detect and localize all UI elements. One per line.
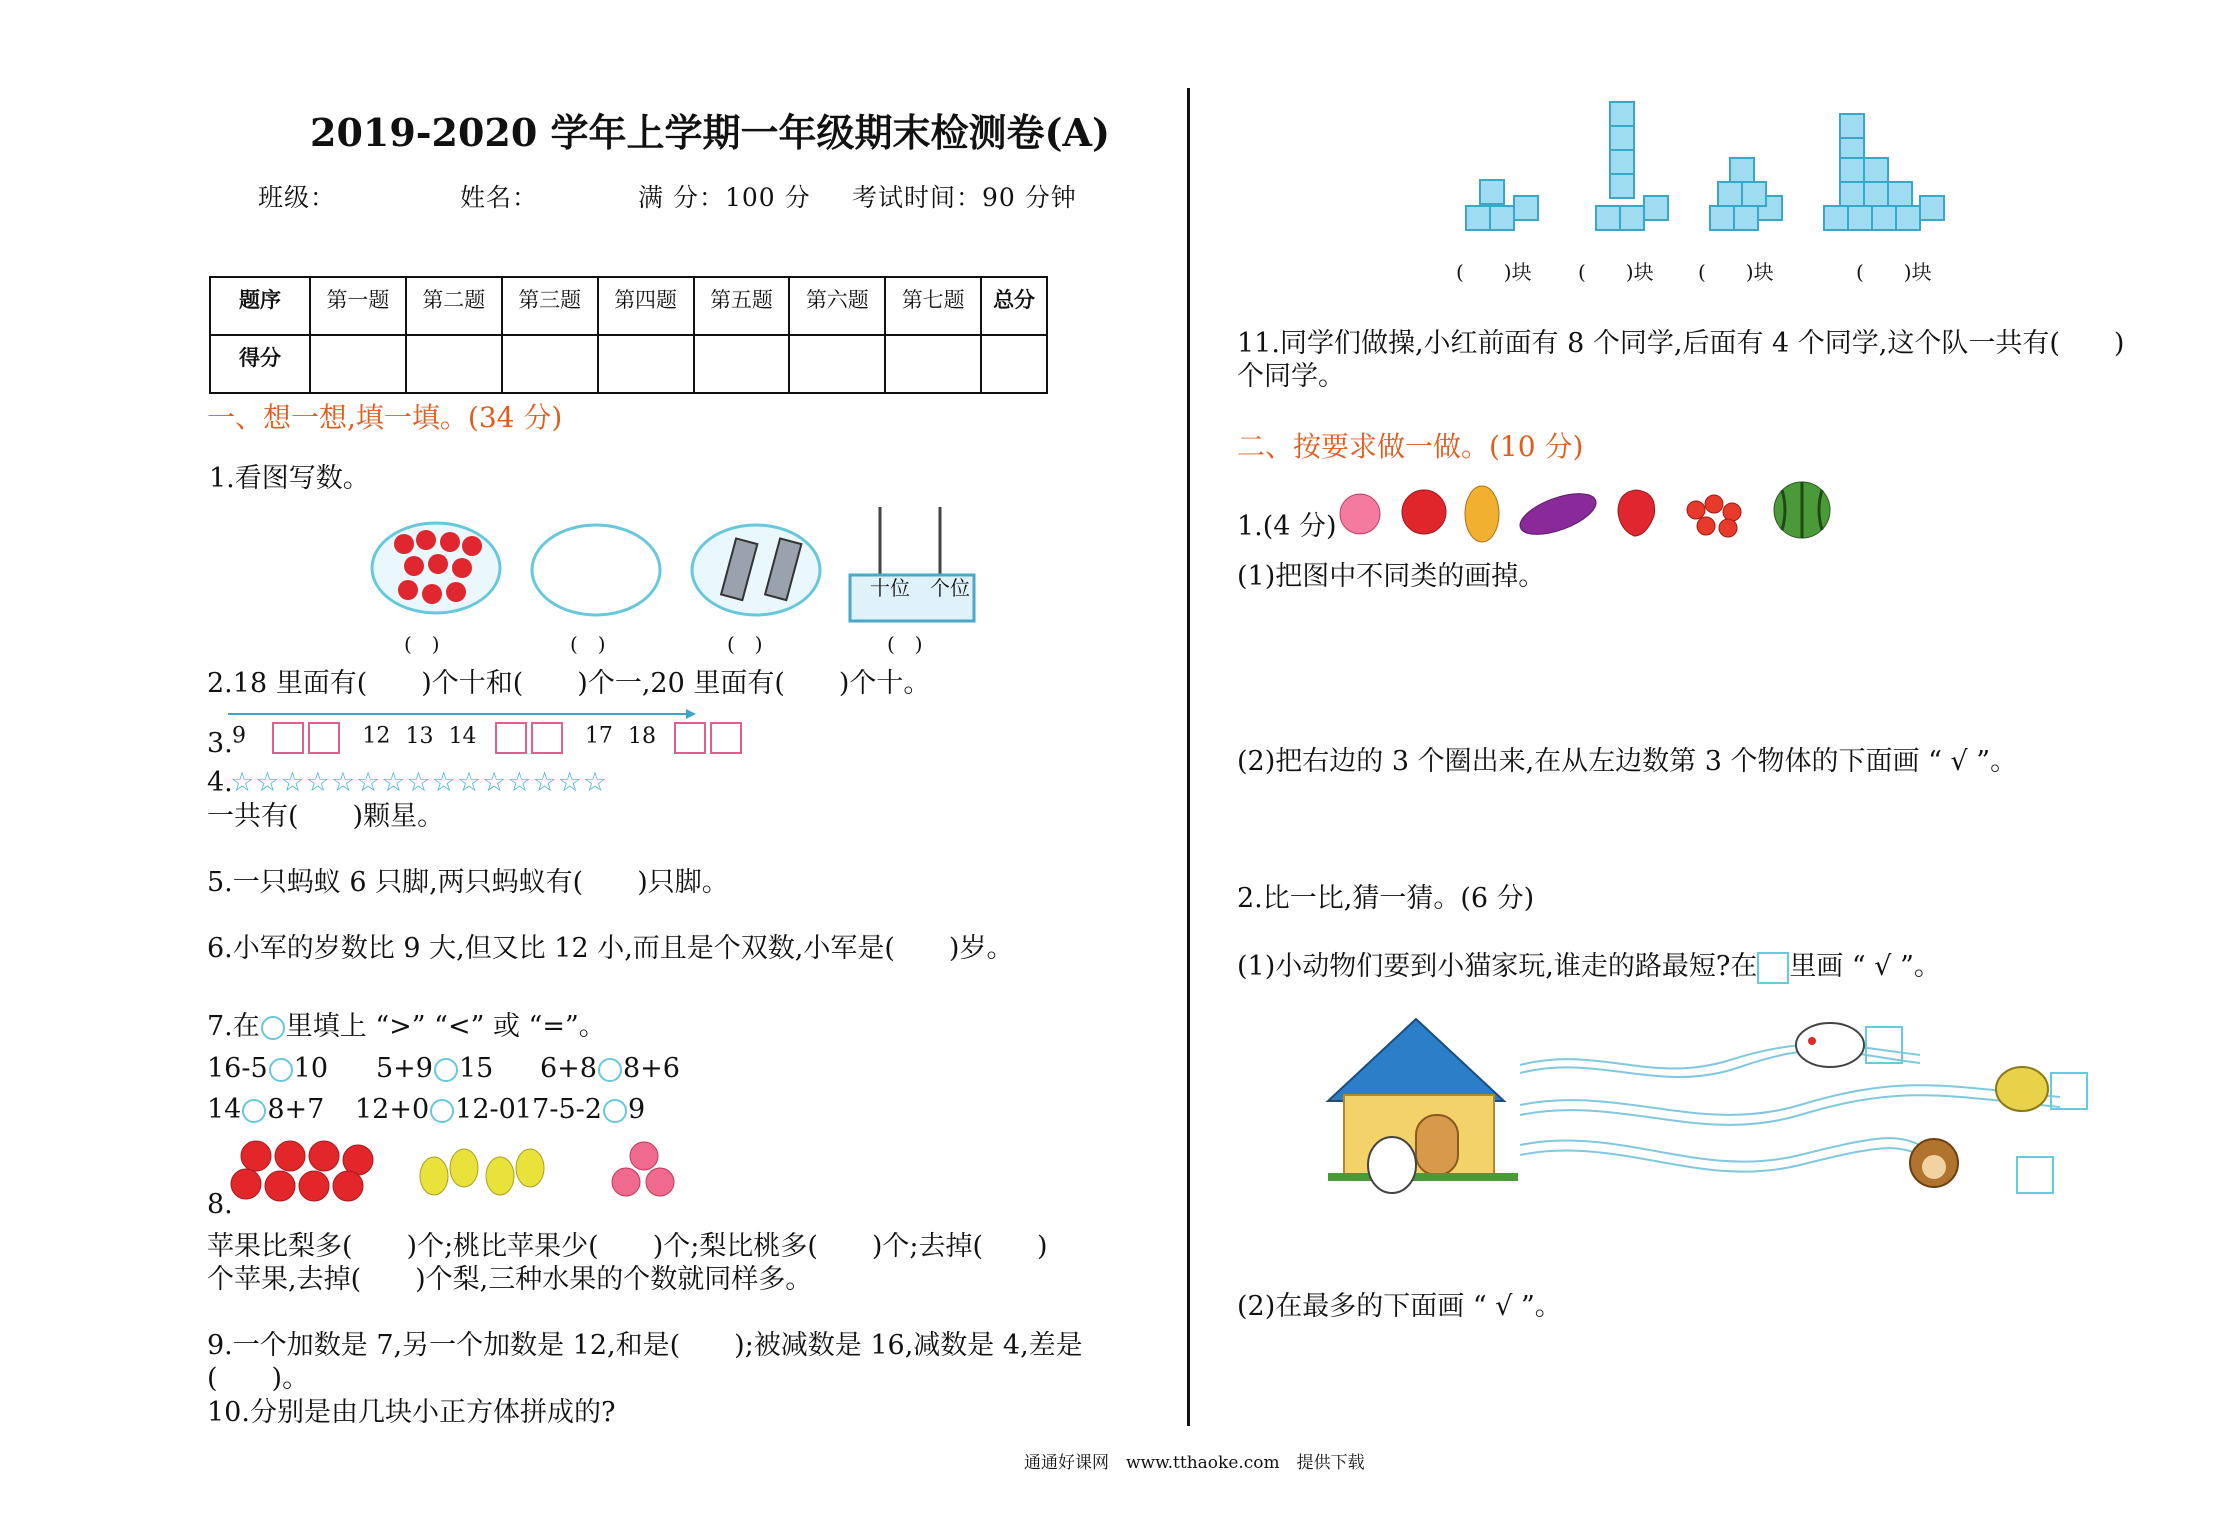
- q1-answer-paren[interactable]: ( ): [404, 632, 440, 656]
- expression: 14: [207, 1094, 242, 1125]
- expression: 8+7: [267, 1094, 325, 1125]
- number-line-answer-box[interactable]: [531, 722, 563, 754]
- q1-answer-paren[interactable]: ( ): [727, 632, 763, 656]
- house-door-icon: [1416, 1115, 1458, 1175]
- s2-q2-1b: 里画 “ √ ”。: [1789, 951, 1941, 982]
- q7-row-2: [207, 1093, 324, 1126]
- full-score-label: 满 分：100 分: [638, 183, 811, 212]
- cube-count-answer[interactable]: ( )块: [1578, 260, 1654, 284]
- number-line-answer-box[interactable]: [495, 722, 527, 754]
- s2-q1-label: 1.(4 分): [1237, 511, 1337, 542]
- compare-circle[interactable]: [434, 1058, 458, 1082]
- pear-group-icon: [412, 1132, 562, 1204]
- dog-answer-box[interactable]: [1865, 1026, 1903, 1064]
- score-cell[interactable]: [406, 335, 502, 393]
- empty-oval-picture: [530, 522, 670, 622]
- number-line-value: 18: [628, 723, 657, 749]
- compare-circle[interactable]: [603, 1099, 627, 1123]
- table-cell: 第三题: [502, 277, 598, 335]
- apple-icon: [1402, 490, 1446, 534]
- expression: 6+8: [540, 1053, 597, 1084]
- apple-group-icon: [228, 1138, 388, 1208]
- peach-group-icon: [604, 1138, 684, 1202]
- q7-row-1c: [540, 1052, 680, 1085]
- number-line-answer-box[interactable]: [308, 722, 340, 754]
- q1-answer-paren[interactable]: ( ): [887, 632, 923, 656]
- number-line-answer-box[interactable]: [674, 722, 706, 754]
- eggplant-icon: [1515, 485, 1601, 542]
- cube-count-answer[interactable]: ( )块: [1456, 260, 1532, 284]
- peach-icon: [1340, 494, 1380, 534]
- cube-count-answer[interactable]: ( )块: [1856, 260, 1932, 284]
- fruit-row: [1336, 470, 1846, 545]
- q7-text-b: 里填上 “>” “<” 或 “=”。: [285, 1011, 606, 1042]
- score-table-header-row: [210, 277, 1047, 335]
- score-cell[interactable]: [981, 335, 1047, 393]
- class-label: 班级：: [258, 183, 337, 212]
- table-cell: 第六题: [789, 277, 885, 335]
- expression: 8+6: [622, 1053, 680, 1084]
- star-row: ☆☆☆☆☆☆☆☆☆☆☆☆☆☆☆: [230, 767, 609, 798]
- deer-answer-box[interactable]: [2050, 1072, 2088, 1110]
- q7-text-a: 7.在: [207, 1011, 260, 1042]
- table-cell: 第四题: [598, 277, 694, 335]
- score-cell[interactable]: [694, 335, 790, 393]
- number-line-value: 12: [362, 723, 391, 749]
- score-table-score-row: [210, 335, 1047, 393]
- q3-label: 3.: [207, 728, 233, 759]
- number-line-value: 13: [405, 723, 434, 749]
- q1-answer-paren[interactable]: ( ): [570, 632, 606, 656]
- q9-line1: 9.一个加数是 7,另一个加数是 12,和是( );被减数是 16,减数是 4,差是: [207, 1330, 1083, 1361]
- q7-row-1b: [376, 1052, 493, 1085]
- expression: 10: [293, 1053, 329, 1084]
- pineapple-icon: [1465, 486, 1499, 542]
- number-line-answer-box[interactable]: [272, 722, 304, 754]
- score-cell[interactable]: [502, 335, 598, 393]
- cube-figures: [1460, 96, 1980, 251]
- q7-row-2c: [515, 1093, 645, 1126]
- number-line-value: 17: [584, 723, 613, 749]
- number-line-value: 9: [232, 723, 246, 749]
- answer-box-icon: [1757, 952, 1789, 984]
- table-cell: 第五题: [694, 277, 790, 335]
- abacus-picture: [848, 505, 978, 625]
- expression: 5+9: [376, 1053, 433, 1084]
- score-cell[interactable]: [310, 335, 406, 393]
- q10-text: 10.分别是由几块小正方体拼成的?: [207, 1397, 616, 1428]
- footer-text: 通通好课网 www.tthaoke.com 提供下载: [1024, 1453, 1365, 1473]
- expression: 15: [458, 1053, 494, 1084]
- s2-q2-1: [1237, 950, 1941, 984]
- house-path-scene: [1320, 1005, 2100, 1195]
- table-cell: 第二题: [406, 277, 502, 335]
- strawberry-group-picture: [370, 518, 510, 620]
- cat-icon: [1368, 1137, 1416, 1193]
- section1-heading: 一、想一想,填一填。(34 分): [207, 401, 563, 434]
- deer-icon: [1996, 1067, 2048, 1111]
- q6-text: 6.小军的岁数比 9 大,但又比 12 小,而且是个双数,小军是( )岁。: [207, 933, 1014, 964]
- table-cell: 总分: [981, 277, 1047, 335]
- table-cell: 第七题: [885, 277, 981, 335]
- q1-text: 1.看图写数。: [209, 463, 370, 494]
- expression: 12-0: [455, 1094, 516, 1125]
- compare-circle[interactable]: [430, 1099, 454, 1123]
- expression: 17-5-2: [515, 1094, 602, 1125]
- number-line-items: [232, 722, 744, 754]
- score-cell[interactable]: [885, 335, 981, 393]
- path-to-deer: [1520, 1085, 2060, 1115]
- table-cell: 题序: [210, 277, 310, 335]
- score-cell[interactable]: [789, 335, 885, 393]
- q7-row-1: [207, 1052, 328, 1085]
- q4-label: 4.: [207, 767, 233, 798]
- section2-heading: 二、按要求做一做。(10 分): [1237, 430, 1584, 463]
- exam-time-label: 考试时间：90 分钟: [852, 183, 1077, 212]
- q11-line2: 个同学。: [1237, 361, 1345, 392]
- cherry-tomato-icon: [1687, 495, 1741, 537]
- cube-count-answer[interactable]: ( )块: [1698, 260, 1774, 284]
- expression: 16-5: [207, 1053, 268, 1084]
- q8-line2: 个苹果,去掉( )个梨,三种水果的个数就同样多。: [207, 1264, 813, 1295]
- compare-circle-icon: [261, 1016, 285, 1040]
- q5-text: 5.一只蚂蚁 6 只脚,两只蚂蚁有( )只脚。: [207, 867, 729, 898]
- s2-q2-2: (2)在最多的下面画 “ √ ”。: [1237, 1291, 1562, 1322]
- table-cell: 得分: [210, 335, 310, 393]
- compare-circle[interactable]: [598, 1058, 622, 1082]
- s2-q2-label: 2.比一比,猜一猜。(6 分): [1237, 883, 1535, 914]
- s2-q1-2: (2)把右边的 3 个圈出来,在从左边数第 3 个物体的下面画 “ √ ”。: [1237, 746, 2018, 777]
- score-table: [209, 276, 1048, 394]
- compare-circle[interactable]: [269, 1058, 293, 1082]
- q7-text: [207, 1010, 606, 1043]
- q8-line1: 苹果比梨多( )个;桃比苹果少( )个;梨比桃多( )个;去掉( ): [207, 1231, 1048, 1262]
- number-line-answer-box[interactable]: [710, 722, 742, 754]
- name-label: 姓名：: [460, 183, 539, 212]
- s2-q2-1a: (1)小动物们要到小猫家玩,谁走的路最短?在: [1237, 951, 1758, 982]
- house-roof-icon: [1328, 1019, 1504, 1101]
- column-divider: [1187, 88, 1190, 1426]
- exam-title: 2019-2020 学年上学期一年级期末检测卷(A): [310, 110, 1110, 155]
- q7-row-2b: [355, 1093, 516, 1126]
- q9-line2: ( )。: [207, 1363, 310, 1394]
- strawberry-icon: [1618, 490, 1655, 536]
- monkey-answer-box[interactable]: [2016, 1156, 2054, 1194]
- q2-text: 2.18 里面有( )个十和( )个一,20 里面有( )个十。: [207, 668, 931, 699]
- compare-circle[interactable]: [242, 1099, 266, 1123]
- score-cell[interactable]: [598, 335, 694, 393]
- abacus-tens-label: 十位: [870, 576, 910, 600]
- q11-line1: 11.同学们做操,小红前面有 8 个同学,后面有 4 个同学,这个队一共有( ): [1237, 328, 2125, 359]
- expression: 9: [627, 1094, 646, 1125]
- s2-q1-1: (1)把图中不同类的画掉。: [1237, 561, 1546, 592]
- number-line-value: 14: [448, 723, 477, 749]
- q4-text: 一共有( )颗星。: [207, 801, 445, 832]
- bundle-group-picture: [690, 522, 830, 622]
- expression: 12+0: [355, 1094, 430, 1125]
- q8-label: 8.: [207, 1189, 233, 1220]
- abacus-ones-label: 个位: [930, 576, 970, 600]
- dog-icon: [1796, 1023, 1864, 1067]
- table-cell: 第一题: [310, 277, 406, 335]
